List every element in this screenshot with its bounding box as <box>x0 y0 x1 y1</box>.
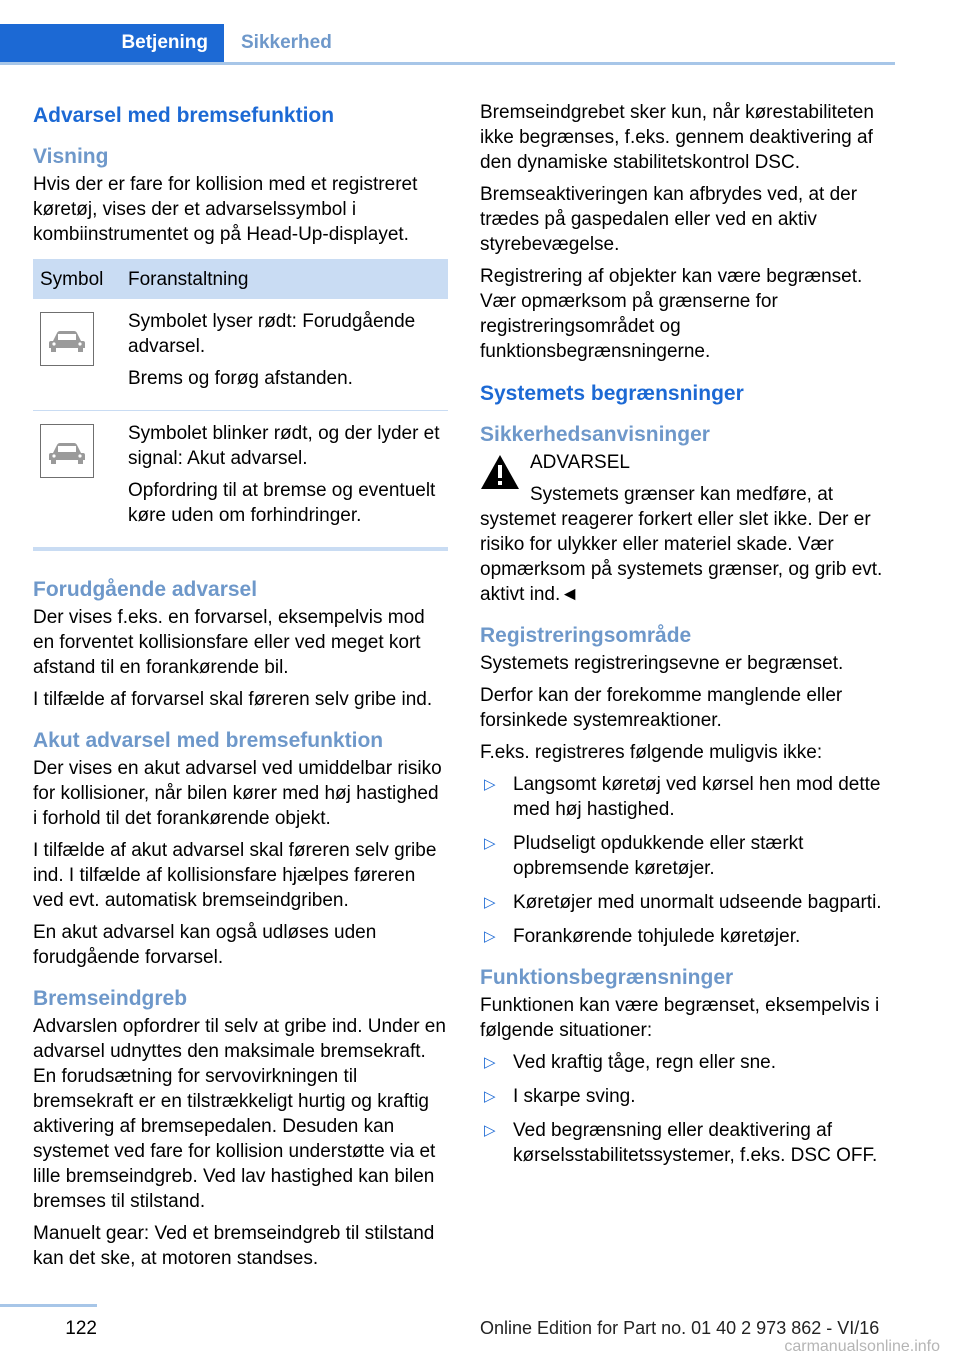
body-text: Funktionen kan være begrænset, eksempelvis i følgende situationer: <box>480 995 880 1041</box>
body-text: F.eks. registreres følgende muligvis ikke: <box>480 742 823 763</box>
section-title: Advarsel med bremsefunktion <box>33 104 335 127</box>
list-item: ▷ Forankørende tohjulede køretøjer. <box>484 926 801 947</box>
akut-text: I tilfælde af akut advarsel skal føreren selv gribe ind. I tilfælde af kollisionsfare hjælpes føreren ved evt. automatisk bremseindgriben. <box>33 840 437 911</box>
list-item: ▷ Langsomt køretøj ved kørsel hen mod dette med høj hastighed. <box>484 774 881 820</box>
warning-box <box>480 450 896 475</box>
list-item: ▷ I skarpe sving. <box>484 1086 636 1107</box>
right-column <box>480 100 896 1177</box>
edition-note: Online Edition for Part no. 01 40 2 973 862 - VI/16 <box>480 1318 880 1338</box>
row-text: Symbolet blinker rødt, og der lyder et signal: Akut advarsel. <box>128 423 440 469</box>
symbol-table <box>33 259 448 551</box>
triangle-bullet-icon: ▷ <box>484 928 496 945</box>
page-number: 122 <box>65 1318 97 1339</box>
triangle-bullet-icon: ▷ <box>484 776 496 793</box>
akut-text: Der vises en akut advarsel ved umiddelbar risiko for kollisioner, når bilen kører med høj hastighed i forhold til det forankørende objekt. <box>33 758 442 829</box>
list-item: ▷ Pludseligt opdukkende eller stærkt opbremsende køretøjer. <box>484 833 804 879</box>
triangle-bullet-icon: ▷ <box>484 894 496 911</box>
table-header-action: Foranstaltning <box>128 259 448 299</box>
warning-triangle-icon <box>480 454 520 490</box>
safety-heading: Sikkerhedsanvisninger <box>480 423 710 446</box>
row-text: Brems og forøg afstanden. <box>128 368 353 389</box>
akut-text: En akut advarsel kan også udløses uden forudgående forvarsel. <box>33 922 377 968</box>
tab-betjening[interactable]: Betjening <box>0 24 224 62</box>
table-row <box>33 299 448 411</box>
table-header-symbol: Symbol <box>33 259 128 299</box>
warning-text: Systemets grænser kan medføre, at systemet reagerer forkert eller slet ikke. Der er risiko for ulykker eller materiel skade. Vær opmærksom på systemets grænser, og grib evt. aktivt ind.◄ <box>480 484 883 605</box>
body-text: Systemets registreringsevne er begrænset. <box>480 653 844 674</box>
forud-heading: Forudgående advarsel <box>33 578 258 601</box>
row-text: Symbolet lyser rødt: Forudgående advarsel. <box>128 311 416 357</box>
triangle-bullet-icon: ▷ <box>484 1054 496 1071</box>
registration-heading: Registreringsområde <box>480 624 692 647</box>
visning-heading: Visning <box>33 145 109 168</box>
bremse-text: Advarslen opfordrer til selv at gribe ind. Under en advarsel udnyttes den maksimale bremsekraft. En forudsætning for servovirkningen til bremsekraft er en tilstrækkeligt hurtig og kraftig aktivering af bremsepedalen. Desuden kan systemet ved fare for kollision understøtte via et lille bremseindgreb. Ved lav hastighed kan bilen bremses til stilstand. <box>33 1016 446 1212</box>
row-text: Opfordring til at bremse og eventuelt køre uden om forhindringer. <box>128 480 436 526</box>
function-list <box>480 1050 896 1168</box>
bremse-heading: Bremseindgreb <box>33 987 188 1010</box>
body-text: Bremseindgrebet sker kun, når kørestabiliteten ikke begrænses, f.eks. gennem deaktivering af den dynamiske stabilitetskontrol DSC. <box>480 102 874 173</box>
body-text: Derfor kan der forekomme manglende eller forsinkede systemreaktioner. <box>480 685 843 731</box>
system-limits-heading: Systemets begrænsninger <box>480 382 744 405</box>
car-warning-icon <box>40 424 94 478</box>
forud-text: Der vises f.eks. en forvarsel, eksempelvis mod en forventet kollisionsfare eller ved meget kort afstand til en forankørende bil. <box>33 607 425 678</box>
akut-heading: Akut advarsel med bremsefunktion <box>33 729 384 752</box>
body-text: Bremseaktiveringen kan afbrydes ved, at der trædes på gaspedalen eller ved en aktiv styrebevægelse. <box>480 184 858 255</box>
car-warning-icon <box>40 312 94 366</box>
triangle-bullet-icon: ▷ <box>484 835 496 852</box>
list-item: ▷ Ved kraftig tåge, regn eller sne. <box>484 1052 776 1073</box>
list-item: ▷ Køretøjer med unormalt udseende bagparti. <box>484 892 882 913</box>
watermark: carmanualsonline.info <box>784 1338 940 1355</box>
warning-title: ADVARSEL <box>530 452 630 473</box>
table-row <box>33 411 448 550</box>
header-bar <box>0 24 895 65</box>
triangle-bullet-icon: ▷ <box>484 1122 496 1139</box>
left-column <box>33 100 448 1278</box>
function-limits-heading: Funktionsbegrænsninger <box>480 966 734 989</box>
list-item: ▷ Ved begrænsning eller deaktivering af kørselsstabilitetssystemer, f.eks. DSC OFF. <box>484 1120 878 1166</box>
registration-list <box>480 772 896 949</box>
body-text: Registrering af objekter kan være begrænset. Vær opmærksom på grænserne for registreringsområdet og funktionsbegrænsningerne. <box>480 266 863 362</box>
page-number-rule <box>0 1304 97 1307</box>
tab-sikkerhed[interactable]: Sikkerhed <box>241 32 332 53</box>
bremse-text: Manuelt gear: Ved et bremseindgreb til stilstand kan det ske, at motoren standses. <box>33 1223 435 1269</box>
forud-text: I tilfælde af forvarsel skal føreren selv gribe ind. <box>33 689 433 710</box>
visning-text: Hvis der er fare for kollision med et registreret køretøj, vises der et advarselssymbol i kombiinstrumentet og på Head-Up-displayet. <box>33 174 418 245</box>
triangle-bullet-icon: ▷ <box>484 1088 496 1105</box>
